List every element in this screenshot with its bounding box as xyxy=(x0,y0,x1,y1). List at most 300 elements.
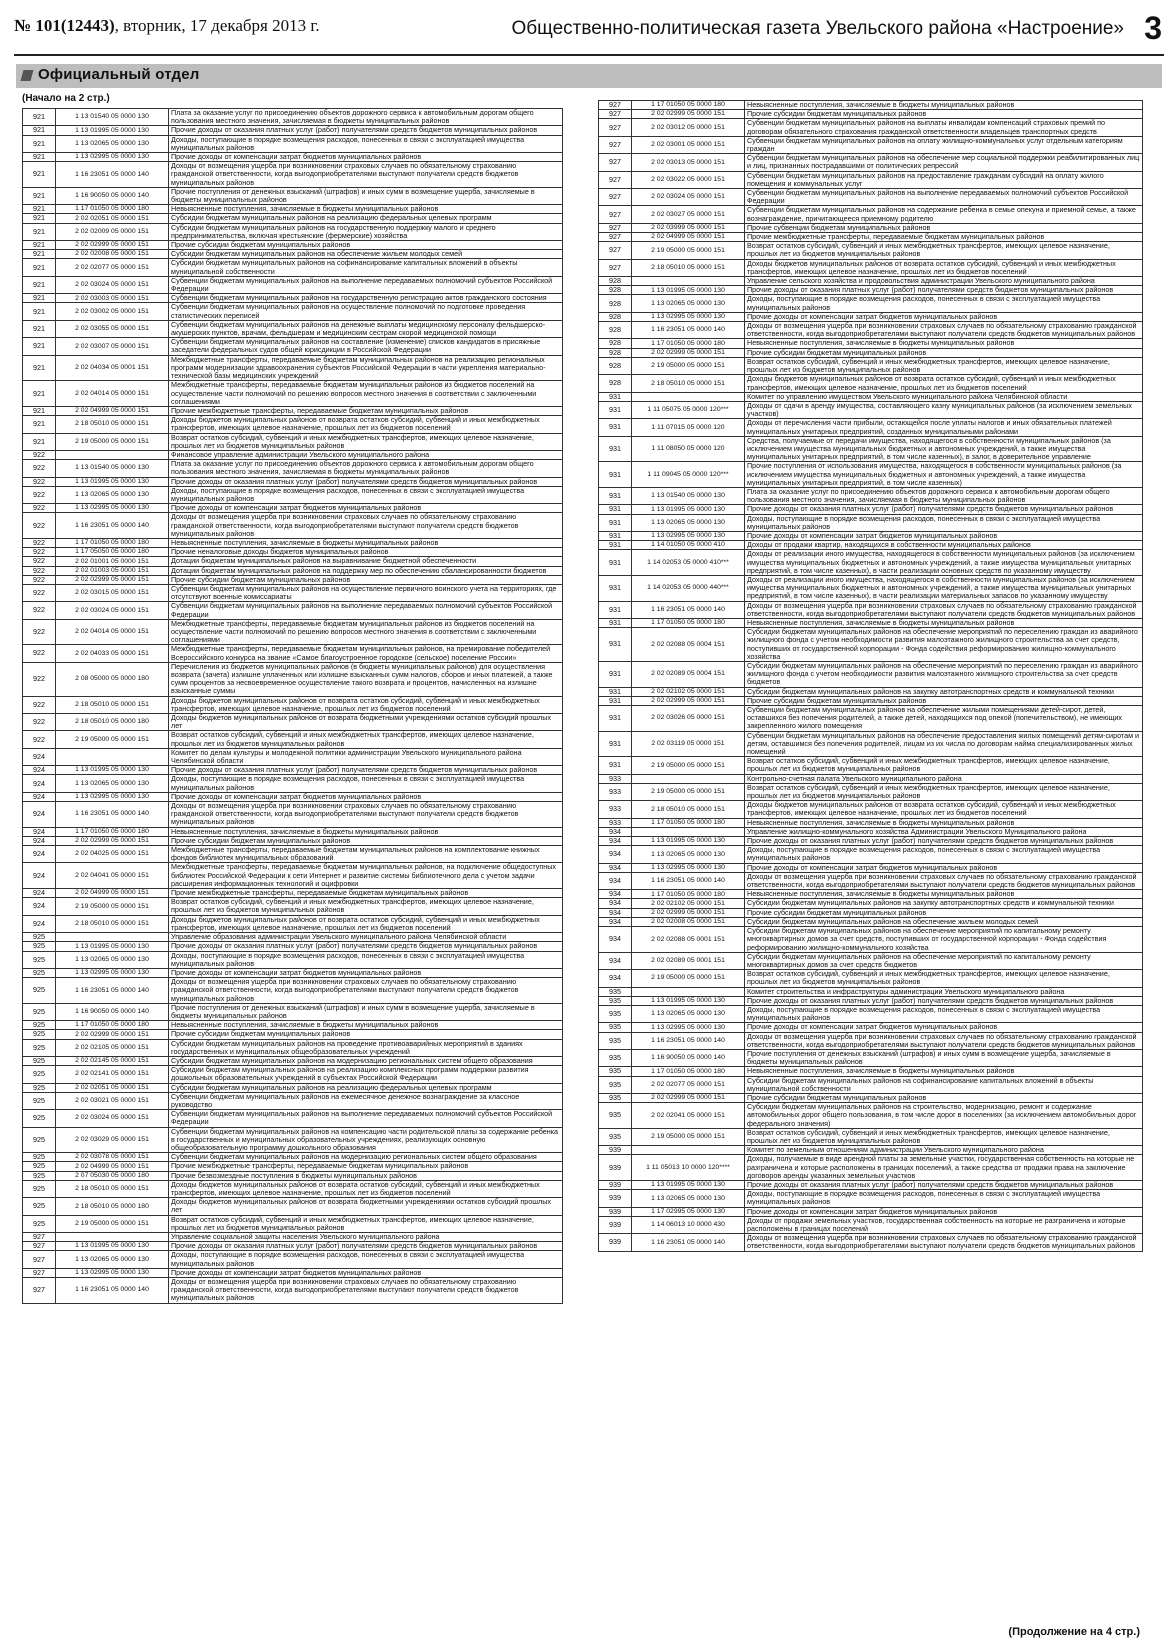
revenue-code: 1 13 02995 05 0000 130 xyxy=(632,863,745,872)
revenue-code: 2 19 05000 05 0000 151 xyxy=(56,898,169,915)
revenue-code: 2 19 05000 05 0000 151 xyxy=(632,757,745,774)
table-row xyxy=(23,748,563,765)
admin-code: 922 xyxy=(23,548,56,557)
table-row xyxy=(23,486,563,503)
table-row xyxy=(599,487,1143,504)
admin-code: 939 xyxy=(599,1190,632,1207)
revenue-description: Субвенции бюджетам муниципальных районов на выполнение передаваемых полномочий субъектов Российской Федерации xyxy=(169,602,563,619)
admin-code: 924 xyxy=(23,889,56,898)
revenue-description: Прочие доходы от оказания платных услуг (работ) получателями средств бюджетов муниципальных районов xyxy=(745,996,1143,1005)
revenue-description: Средства, получаемые от передачи имущества, находящегося в собственности муниципальных районов (за исключением имущества муниципальных бюджетных и автономных учреждений, а также имущества муниципальных унитарных предприятий, в том числе казенных), в залог, в доверительное управление xyxy=(745,436,1143,462)
table-row xyxy=(23,1153,563,1162)
admin-code: 925 xyxy=(23,1153,56,1162)
revenue-code: 1 16 90050 05 0000 140 xyxy=(56,187,169,204)
revenue-code: 2 19 05000 05 0000 151 xyxy=(56,1215,169,1232)
revenue-code: 2 02 02999 05 0000 151 xyxy=(632,908,745,917)
revenue-description: Контрольно-счетная палата Увельского муниципального района xyxy=(745,774,1143,783)
table-row xyxy=(23,933,563,942)
admin-code: 921 xyxy=(23,294,56,303)
revenue-code: 1 13 02995 05 0000 130 xyxy=(56,153,169,162)
revenue-description: Управление сельского хозяйства и продовольствия администрации Увельского муниципального района xyxy=(745,277,1143,286)
table-row xyxy=(23,1180,563,1197)
revenue-code: 2 02 03024 05 0000 151 xyxy=(56,276,169,293)
table-row xyxy=(599,846,1143,863)
revenue-code: 1 13 01995 05 0000 130 xyxy=(56,477,169,486)
admin-code: 935 xyxy=(599,1049,632,1066)
revenue-description: Субсидии бюджетам муниципальных районов на реализацию федеральных целевых программ xyxy=(169,1083,563,1092)
table-row xyxy=(23,662,563,696)
revenue-code: 1 13 01540 05 0000 130 xyxy=(56,109,169,126)
table-row xyxy=(23,942,563,951)
admin-code: 921 xyxy=(23,135,56,152)
revenue-description: Прочие доходы от компенсации затрат бюджетов муниципальных районов xyxy=(745,863,1143,872)
admin-code: 925 xyxy=(23,1066,56,1083)
table-row xyxy=(23,566,563,575)
table-row xyxy=(599,541,1143,550)
revenue-code: 2 02 02999 05 0000 151 xyxy=(56,575,169,584)
table-row xyxy=(599,531,1143,540)
admin-code: 927 xyxy=(599,233,632,242)
revenue-code: 1 16 23051 05 0000 140 xyxy=(632,322,745,339)
revenue-code: 1 16 23051 05 0000 140 xyxy=(56,513,169,539)
admin-code: 925 xyxy=(23,1215,56,1232)
table-row xyxy=(599,110,1143,119)
table-row xyxy=(599,987,1143,996)
revenue-description: Невыясненные поступления, зачисляемые в бюджеты муниципальных районов xyxy=(169,205,563,214)
table-row xyxy=(23,477,563,486)
revenue-description: Дотации бюджетам муниципальных районов на поддержку мер по обеспечению сбалансированности бюджетов xyxy=(169,566,563,575)
table-row xyxy=(599,818,1143,827)
table-row xyxy=(599,436,1143,462)
revenue-code: 2 02 03015 05 0000 151 xyxy=(56,584,169,601)
table-row xyxy=(23,381,563,407)
admin-code: 924 xyxy=(23,846,56,863)
revenue-description: Доходы от перечисления части прибыли, остающейся после уплаты налогов и иных обязательных платежей муниципальных унитарных предприятий, созданных муниципальными районами xyxy=(745,419,1143,436)
revenue-code: 1 13 01995 05 0000 130 xyxy=(632,837,745,846)
revenue-code: 2 02 04033 05 0000 151 xyxy=(56,645,169,662)
revenue-description: Прочие межбюджетные трансферты, передаваемые бюджетам муниципальных районов xyxy=(169,406,563,415)
revenue-description: Доходы от реализации иного имущества, находящегося в собственности муниципальных районов (за исключением имущества муниципальных бюджетных и автономных учреждений, а также имущества муниципальных унитарных предприятий, в том числе казенных), в части реализации основных средств по указанному имуществу xyxy=(745,550,1143,576)
admin-code: 921 xyxy=(23,320,56,337)
admin-code: 922 xyxy=(23,575,56,584)
revenue-code: 1 17 01050 05 0000 180 xyxy=(56,205,169,214)
revenue-description: Прочие субсидии бюджетам муниципальных районов xyxy=(169,836,563,845)
revenue-code: 2 02 01001 05 0000 151 xyxy=(56,557,169,566)
admin-code: 928 xyxy=(599,348,632,357)
admin-code: 925 xyxy=(23,1127,56,1153)
admin-code: 931 xyxy=(599,419,632,436)
revenue-code: 1 13 01540 05 0000 130 xyxy=(56,460,169,477)
revenue-code: 1 13 01995 05 0000 130 xyxy=(56,126,169,135)
table-row xyxy=(23,355,563,381)
admin-code: 925 xyxy=(23,951,56,968)
revenue-description: Прочие доходы от компенсации затрат бюджетов муниципальных районов xyxy=(745,531,1143,540)
revenue-code: 1 13 02065 05 0000 130 xyxy=(632,514,745,531)
table-row xyxy=(599,339,1143,348)
revenue-description: Субсидии бюджетам муниципальных районов на обеспечение мероприятий по переселению граждан из аварийного жилищного фонда с учетом необходимости развития малоэтажного жилищного строительства за счет средств, поступивших от государственной корпорации - Фонда содействия реформированию жилищно-коммунального хозяйства xyxy=(745,628,1143,662)
table-row xyxy=(23,915,563,932)
revenue-code xyxy=(56,450,169,459)
revenue-description: Доходы от возмещения ущерба при возникновении страховых случаев по обязательному страхованию гражданской ответственности, когда выгодоприобретателями выступают получатели средств бюджетов муниципальных районов xyxy=(169,802,563,828)
revenue-description: Прочие доходы от оказания платных услуг (работ) получателями средств бюджетов муниципальных районов xyxy=(169,477,563,486)
table-row xyxy=(599,575,1143,601)
table-row xyxy=(23,1198,563,1215)
table-row xyxy=(599,757,1143,774)
revenue-code: 2 02 04999 05 0000 151 xyxy=(56,889,169,898)
admin-code: 935 xyxy=(599,1023,632,1032)
revenue-code: 2 02 02999 05 0000 151 xyxy=(632,1093,745,1102)
admin-code: 927 xyxy=(599,136,632,153)
revenue-description: Прочие доходы от оказания платных услуг (работ) получателями средств бюджетов муниципальных районов xyxy=(745,1180,1143,1189)
table-row xyxy=(23,775,563,792)
revenue-description: Возврат остатков субсидий, субвенций и иных межбюджетных трансфертов, имеющих целевое назначение, прошлых лет из бюджетов муниципальных районов xyxy=(745,1128,1143,1145)
table-row xyxy=(23,276,563,293)
table-row xyxy=(599,295,1143,312)
table-row xyxy=(599,223,1143,232)
admin-code: 934 xyxy=(599,872,632,889)
revenue-code: 2 02 03003 05 0000 151 xyxy=(56,294,169,303)
revenue-description: Прочие субсидии бюджетам муниципальных районов xyxy=(169,575,563,584)
revenue-code: 1 14 06013 10 0000 430 xyxy=(632,1216,745,1233)
table-row xyxy=(23,1092,563,1109)
admin-code: 931 xyxy=(599,757,632,774)
revenue-description: Межбюджетные трансферты, передаваемые бюджетам муниципальных районов из бюджетов поселений на осуществление части полномочий по решению вопросов местного значения в соответствии с заключенными соглашениями xyxy=(169,381,563,407)
revenue-code: 2 02 04014 05 0000 151 xyxy=(56,381,169,407)
table-row xyxy=(23,162,563,188)
revenue-code: 2 02 03024 05 0000 151 xyxy=(632,189,745,206)
revenue-description: Возврат остатков субсидий, субвенций и иных межбюджетных трансфертов, имеющих целевое назначение, прошлых лет из бюджетов муниципальных районов xyxy=(745,757,1143,774)
table-row xyxy=(599,462,1143,488)
table-row xyxy=(599,731,1143,757)
revenue-code: 1 13 01995 05 0000 130 xyxy=(56,766,169,775)
admin-code: 922 xyxy=(23,504,56,513)
table-row xyxy=(23,951,563,968)
revenue-code: 2 18 05010 05 0000 151 xyxy=(56,1180,169,1197)
table-row xyxy=(23,584,563,601)
revenue-description: Доходы от возмещения ущерба при возникновении страховых случаев по обязательному страхованию гражданской ответственности, когда выгодоприобретателями выступают получатели средств бюджетов муниципальных районов xyxy=(745,1234,1143,1251)
table-row xyxy=(23,1030,563,1039)
admin-code: 931 xyxy=(599,601,632,618)
revenue-code: 1 13 01995 05 0000 130 xyxy=(632,505,745,514)
revenue-description: Межбюджетные трансферты, передаваемые бюджетам муниципальных районов из бюджетов поселений на осуществление части полномочий по решению вопросов местного значения в соответствии с заключенными соглашениями xyxy=(169,619,563,645)
table-row xyxy=(23,1215,563,1232)
admin-code: 924 xyxy=(23,898,56,915)
admin-code: 931 xyxy=(599,487,632,504)
revenue-description: Доходы от возмещения ущерба при возникновении страховых случаев по обязательному страхованию гражданской ответственности, когда выгодоприобретателями выступают получатели средств бюджетов муниципальных районов xyxy=(169,162,563,188)
admin-code: 934 xyxy=(599,899,632,908)
revenue-code: 1 13 01995 05 0000 130 xyxy=(56,1242,169,1251)
revenue-code: 1 13 01540 05 0000 130 xyxy=(632,487,745,504)
revenue-description: Прочие доходы от компенсации затрат бюджетов муниципальных районов xyxy=(169,1268,563,1277)
table-row xyxy=(599,357,1143,374)
admin-code: 939 xyxy=(599,1146,632,1155)
table-row xyxy=(599,550,1143,576)
revenue-description: Субвенции бюджетам муниципальных районов на предоставление гражданам субсидий на оплату жилого помещения и коммунальных услуг xyxy=(745,171,1143,188)
revenue-code: 2 02 02008 05 0000 151 xyxy=(56,250,169,259)
revenue-description: Прочие доходы от компенсации затрат бюджетов муниципальных районов xyxy=(169,153,563,162)
admin-code: 933 xyxy=(599,783,632,800)
admin-code: 935 xyxy=(599,1032,632,1049)
revenue-description: Прочие поступления от использования имущества, находящегося в собственности муниципальных районов (за исключением имущества муниципальных бюджетных и автономных учреждений, а также имущества муниципальных унитарных предприятий, в том числе казенных) xyxy=(745,462,1143,488)
revenue-description: Субвенции бюджетам муниципальных районов на обеспечение мер социальной поддержки реабилитированных лиц и лиц, признанных пострадавшими от политических репрессий xyxy=(745,154,1143,171)
admin-code: 921 xyxy=(23,109,56,126)
revenue-description: Субвенции бюджетам муниципальных районов на выполнение передаваемых полномочий субъектов Российской Федерации xyxy=(169,1110,563,1127)
admin-code: 921 xyxy=(23,259,56,276)
revenue-code: 1 13 01995 05 0000 130 xyxy=(632,286,745,295)
revenue-code: 2 18 05010 05 0000 151 xyxy=(632,375,745,392)
revenue-code: 1 14 02053 05 0000 410*** xyxy=(632,550,745,576)
revenue-code: 2 02 03007 05 0000 151 xyxy=(56,338,169,355)
revenue-code: 2 07 05030 05 0000 180 xyxy=(56,1171,169,1180)
revenue-description: Доходы бюджетов муниципальных районов от возврата остатков субсидий, субвенций и иных межбюджетных трансфертов, имеющих целевое назначение, прошлых лет из бюджетов поселений xyxy=(745,259,1143,276)
table-row xyxy=(599,1067,1143,1076)
revenue-code: 2 02 03012 05 0000 151 xyxy=(632,119,745,136)
revenue-code: 2 02 01003 05 0000 151 xyxy=(56,566,169,575)
revenue-description: Прочие субсидии бюджетам муниципальных районов xyxy=(169,241,563,250)
revenue-code: 2 02 02999 05 0000 151 xyxy=(56,1030,169,1039)
admin-code: 925 xyxy=(23,1056,56,1065)
issue-date: , вторник, 17 декабря 2013 г. xyxy=(114,16,320,35)
revenue-code xyxy=(56,748,169,765)
admin-code: 939 xyxy=(599,1155,632,1181)
table-row xyxy=(599,927,1143,953)
admin-code: 935 xyxy=(599,1128,632,1145)
table-row xyxy=(599,1207,1143,1216)
table-row xyxy=(23,1162,563,1171)
admin-code: 921 xyxy=(23,187,56,204)
table-row xyxy=(23,250,563,259)
table-row xyxy=(599,1093,1143,1102)
right-revenue-table xyxy=(598,100,1143,1252)
revenue-code: 1 13 02995 05 0000 130 xyxy=(56,504,169,513)
table-row xyxy=(599,1155,1143,1181)
table-row xyxy=(599,1190,1143,1207)
table-row xyxy=(23,548,563,557)
admin-code: 931 xyxy=(599,662,632,688)
admin-code: 922 xyxy=(23,513,56,539)
revenue-description: Доходы бюджетов муниципальных районов от возврата остатков субсидий, субвенций и иных межбюджетных трансфертов, имеющих целевое назначение, прошлых лет из бюджетов поселений xyxy=(169,696,563,713)
admin-code: 927 xyxy=(599,110,632,119)
revenue-code: 1 17 01050 05 0000 180 xyxy=(56,538,169,547)
admin-code: 922 xyxy=(23,566,56,575)
revenue-description: Плата за оказание услуг по присоединению объектов дорожного сервиса к автомобильным дорогам общего пользования местного значения, зачисляемая в бюджеты муниципальных районов xyxy=(169,109,563,126)
revenue-code: 1 13 01995 05 0000 130 xyxy=(632,996,745,1005)
left-column xyxy=(22,108,563,1304)
revenue-description: Управление образования администрации Увельского муниципального района Челябинской области xyxy=(169,933,563,942)
admin-code: 921 xyxy=(23,303,56,320)
table-row xyxy=(599,1032,1143,1049)
revenue-description: Прочие межбюджетные трансферты, передаваемые бюджетам муниципальных районов xyxy=(745,233,1143,242)
revenue-description: Доходы, поступающие в порядке возмещения расходов, понесенных в связи с эксплуатацией имущества муниципальных районов xyxy=(745,295,1143,312)
revenue-code: 1 14 02053 05 0000 440*** xyxy=(632,575,745,601)
revenue-description: Плата за оказание услуг по присоединению объектов дорожного сервиса к автомобильным дорогам общего пользования местного значения, зачисляемая в бюджеты муниципальных районов xyxy=(745,487,1143,504)
table-row xyxy=(599,863,1143,872)
revenue-description: Невыясненные поступления, зачисляемые в бюджеты муниципальных районов xyxy=(169,827,563,836)
revenue-description: Прочие доходы от оказания платных услуг (работ) получателями средств бюджетов муниципальных районов xyxy=(169,942,563,951)
admin-code: 934 xyxy=(599,908,632,917)
admin-code: 921 xyxy=(23,162,56,188)
revenue-description: Невыясненные поступления, зачисляемые в бюджеты муниципальных районов xyxy=(745,1067,1143,1076)
revenue-description: Управление жилищно-коммунального хозяйства Администрации Увельского Муниципального района xyxy=(745,827,1143,836)
revenue-code: 2 18 05010 05 0000 151 xyxy=(56,416,169,433)
revenue-code: 2 02 04999 05 0000 151 xyxy=(56,1162,169,1171)
revenue-description: Возврат остатков субсидий, субвенций и иных межбюджетных трансфертов, имеющих целевое назначение, прошлых лет из бюджетов муниципальных районов xyxy=(745,783,1143,800)
revenue-code: 2 02 02088 05 0001 151 xyxy=(632,927,745,953)
table-row xyxy=(23,214,563,223)
revenue-code: 2 02 02102 05 0000 151 xyxy=(632,687,745,696)
admin-code: 922 xyxy=(23,645,56,662)
revenue-code: 1 16 23051 05 0000 140 xyxy=(632,601,745,618)
revenue-description: Прочие субсидии бюджетам муниципальных районов xyxy=(745,908,1143,917)
revenue-code: 2 02 02077 05 0000 151 xyxy=(632,1076,745,1093)
revenue-code: 2 02 04999 05 0000 151 xyxy=(56,406,169,415)
admin-code: 935 xyxy=(599,1067,632,1076)
revenue-description: Прочие субсидии бюджетам муниципальных районов xyxy=(745,110,1143,119)
revenue-description: Финансовое управление администрации Увельского муниципального района xyxy=(169,450,563,459)
admin-code: 921 xyxy=(23,241,56,250)
revenue-description: Прочие безвозмездные поступления в бюджеты муниципальных районов xyxy=(169,1171,563,1180)
revenue-description: Субвенции бюджетам муниципальных районов на выполнение передаваемых полномочий субъектов Российской Федерации xyxy=(169,276,563,293)
revenue-code: 1 13 01995 05 0000 130 xyxy=(56,942,169,951)
admin-code: 927 xyxy=(599,119,632,136)
revenue-code: 1 16 23051 05 0000 140 xyxy=(632,872,745,889)
table-row xyxy=(23,836,563,845)
revenue-code: 1 11 05013 10 0000 120**** xyxy=(632,1155,745,1181)
table-row xyxy=(599,233,1143,242)
table-row xyxy=(599,1023,1143,1032)
table-row xyxy=(599,706,1143,732)
revenue-code: 2 19 05000 05 0000 151 xyxy=(632,970,745,987)
revenue-code: 1 11 09045 05 0000 120*** xyxy=(632,462,745,488)
revenue-code: 1 17 01050 05 0000 180 xyxy=(632,1067,745,1076)
revenue-description: Прочие доходы от компенсации затрат бюджетов муниципальных районов xyxy=(745,312,1143,321)
revenue-code: 1 16 23051 05 0000 140 xyxy=(56,978,169,1004)
admin-code: 931 xyxy=(599,618,632,627)
section-marker-icon xyxy=(21,70,34,81)
admin-code: 931 xyxy=(599,687,632,696)
table-row xyxy=(23,1251,563,1268)
revenue-code xyxy=(632,1146,745,1155)
admin-code: 924 xyxy=(23,836,56,845)
admin-code: 922 xyxy=(23,731,56,748)
revenue-code: 2 02 04014 05 0000 151 xyxy=(56,619,169,645)
revenue-description: Прочие доходы от оказания платных услуг (работ) получателями средств бюджетов муниципальных районов xyxy=(169,126,563,135)
revenue-description: Доходы, поступающие в порядке возмещения расходов, понесенных в связи с эксплуатацией имущества муниципальных районов xyxy=(745,1005,1143,1022)
revenue-code: 1 17 01050 05 0000 180 xyxy=(632,339,745,348)
table-row xyxy=(23,1066,563,1083)
revenue-description: Доходы от возмещения ущерба при возникновении страховых случаев по обязательному страхованию гражданской ответственности, когда выгодоприобретателями выступают получатели средств бюджетов муниципальных районов xyxy=(745,872,1143,889)
admin-code: 922 xyxy=(23,584,56,601)
revenue-description: Управление социальной защиты населения Увельского муниципального района xyxy=(169,1233,563,1242)
admin-code: 933 xyxy=(599,818,632,827)
revenue-code: 1 13 02995 05 0000 130 xyxy=(56,1268,169,1277)
revenue-code: 2 02 02041 05 0000 151 xyxy=(632,1103,745,1129)
admin-code: 931 xyxy=(599,531,632,540)
revenue-description: Субсидии бюджетам муниципальных районов на софинансирование капитальных вложений в объекты муниципальной собственности xyxy=(169,259,563,276)
revenue-description: Субвенции бюджетам муниципальных районов на выплаты инвалидам компенсаций страховых премий по договорам обязательного страхования гражданской ответственности владельцев транспортных средств xyxy=(745,119,1143,136)
revenue-code xyxy=(632,827,745,836)
revenue-code: 2 02 02999 05 0000 151 xyxy=(56,241,169,250)
revenue-code: 1 13 02065 05 0000 130 xyxy=(632,295,745,312)
table-row xyxy=(599,996,1143,1005)
table-row xyxy=(599,136,1143,153)
admin-code: 921 xyxy=(23,276,56,293)
admin-code: 928 xyxy=(599,295,632,312)
admin-code: 934 xyxy=(599,917,632,926)
table-row xyxy=(23,450,563,459)
table-row xyxy=(23,433,563,450)
revenue-description: Прочие межбюджетные трансферты, передаваемые бюджетам муниципальных районов xyxy=(169,1162,563,1171)
admin-code: 925 xyxy=(23,942,56,951)
admin-code: 928 xyxy=(599,375,632,392)
revenue-code xyxy=(56,1233,169,1242)
revenue-code xyxy=(632,277,745,286)
admin-code: 927 xyxy=(23,1242,56,1251)
admin-code: 931 xyxy=(599,462,632,488)
revenue-description: Субвенции бюджетам муниципальных районов на осуществление полномочий по подготовке проведения статистических переписей xyxy=(169,303,563,320)
admin-code: 922 xyxy=(23,619,56,645)
revenue-code: 2 02 02089 05 0004 151 xyxy=(632,662,745,688)
admin-code: 921 xyxy=(23,250,56,259)
revenue-code: 2 02 02105 05 0000 151 xyxy=(56,1039,169,1056)
revenue-description: Прочие доходы от компенсации затрат бюджетов муниципальных районов xyxy=(745,1023,1143,1032)
admin-code: 921 xyxy=(23,214,56,223)
admin-code: 931 xyxy=(599,550,632,576)
revenue-description: Комитет строительства и инфраструктуры администрации Увельского муниципального района xyxy=(745,987,1143,996)
admin-code: 922 xyxy=(23,477,56,486)
revenue-code: 2 02 03027 05 0000 151 xyxy=(632,206,745,223)
table-row xyxy=(599,774,1143,783)
table-row xyxy=(599,505,1143,514)
table-row xyxy=(599,1076,1143,1093)
table-row xyxy=(23,863,563,889)
table-row xyxy=(599,171,1143,188)
admin-code: 927 xyxy=(599,242,632,259)
newspaper-name: Общественно-политическая газета Увельского района «Настроение» xyxy=(511,18,1124,39)
revenue-description: Прочие доходы от оказания платных услуг (работ) получателями средств бюджетов муниципальных районов xyxy=(169,1242,563,1251)
admin-code: 928 xyxy=(599,322,632,339)
revenue-description: Прочие доходы от оказания платных услуг (работ) получателями средств бюджетов муниципальных районов xyxy=(745,505,1143,514)
table-row xyxy=(599,1234,1143,1251)
revenue-code: 2 02 03013 05 0000 151 xyxy=(632,154,745,171)
table-row xyxy=(23,1268,563,1277)
table-row xyxy=(23,460,563,477)
revenue-description: Субвенции бюджетам муниципальных районов на составление (изменение) списков кандидатов в присяжные заседатели федеральных судов общей юрисдикции в Российской Федерации xyxy=(169,338,563,355)
revenue-description: Субвенции бюджетам муниципальных районов на содержание ребенка в семье опекуна и приемной семье, а также вознаграждение, причитающееся приемному родителю xyxy=(745,206,1143,223)
revenue-description: Субсидии бюджетам муниципальных районов на софинансирование капитальных вложений в объекты муниципальной собственности xyxy=(745,1076,1143,1093)
revenue-description: Субсидии бюджетам муниципальных районов на обеспечение мероприятий по переселению граждан из аварийного жилищного фонда с учетом необходимости развития малоэтажного жилищного строительства за счет средств бюджетов xyxy=(745,662,1143,688)
admin-code: 922 xyxy=(23,460,56,477)
revenue-description: Возврат остатков субсидий, субвенций и иных межбюджетных трансфертов, имеющих целевое назначение, прошлых лет из бюджетов муниципальных районов xyxy=(169,1215,563,1232)
admin-code: 925 xyxy=(23,968,56,977)
revenue-code: 2 02 02999 05 0000 151 xyxy=(632,110,745,119)
revenue-code: 1 14 01050 05 0000 410 xyxy=(632,541,745,550)
revenue-description: Доходы от сдачи в аренду имущества, составляющего казну муниципальных районов (за исключением земельных участков) xyxy=(745,401,1143,418)
revenue-code: 1 13 02995 05 0000 130 xyxy=(632,531,745,540)
revenue-code: 2 02 02088 05 0004 151 xyxy=(632,628,745,662)
revenue-description: Невыясненные поступления, зачисляемые в бюджеты муниципальных районов xyxy=(745,339,1143,348)
table-row xyxy=(23,223,563,240)
revenue-code: 2 02 03078 05 0000 151 xyxy=(56,1153,169,1162)
table-row xyxy=(23,575,563,584)
revenue-description: Субсидии бюджетам муниципальных районов на обеспечение мероприятий по капитальному ремонту многоквартирных домов за счет средств, поступивших от государственной корпорации - Фонда содействия реформированию жилищно-коммунального хозяйства xyxy=(745,927,1143,953)
revenue-code: 2 19 05000 05 0000 151 xyxy=(632,357,745,374)
admin-code: 927 xyxy=(599,206,632,223)
revenue-description: Прочие доходы от оказания платных услуг (работ) получателями средств бюджетов муниципальных районов xyxy=(169,766,563,775)
table-row xyxy=(23,187,563,204)
table-row xyxy=(599,696,1143,705)
admin-code: 925 xyxy=(23,1021,56,1030)
